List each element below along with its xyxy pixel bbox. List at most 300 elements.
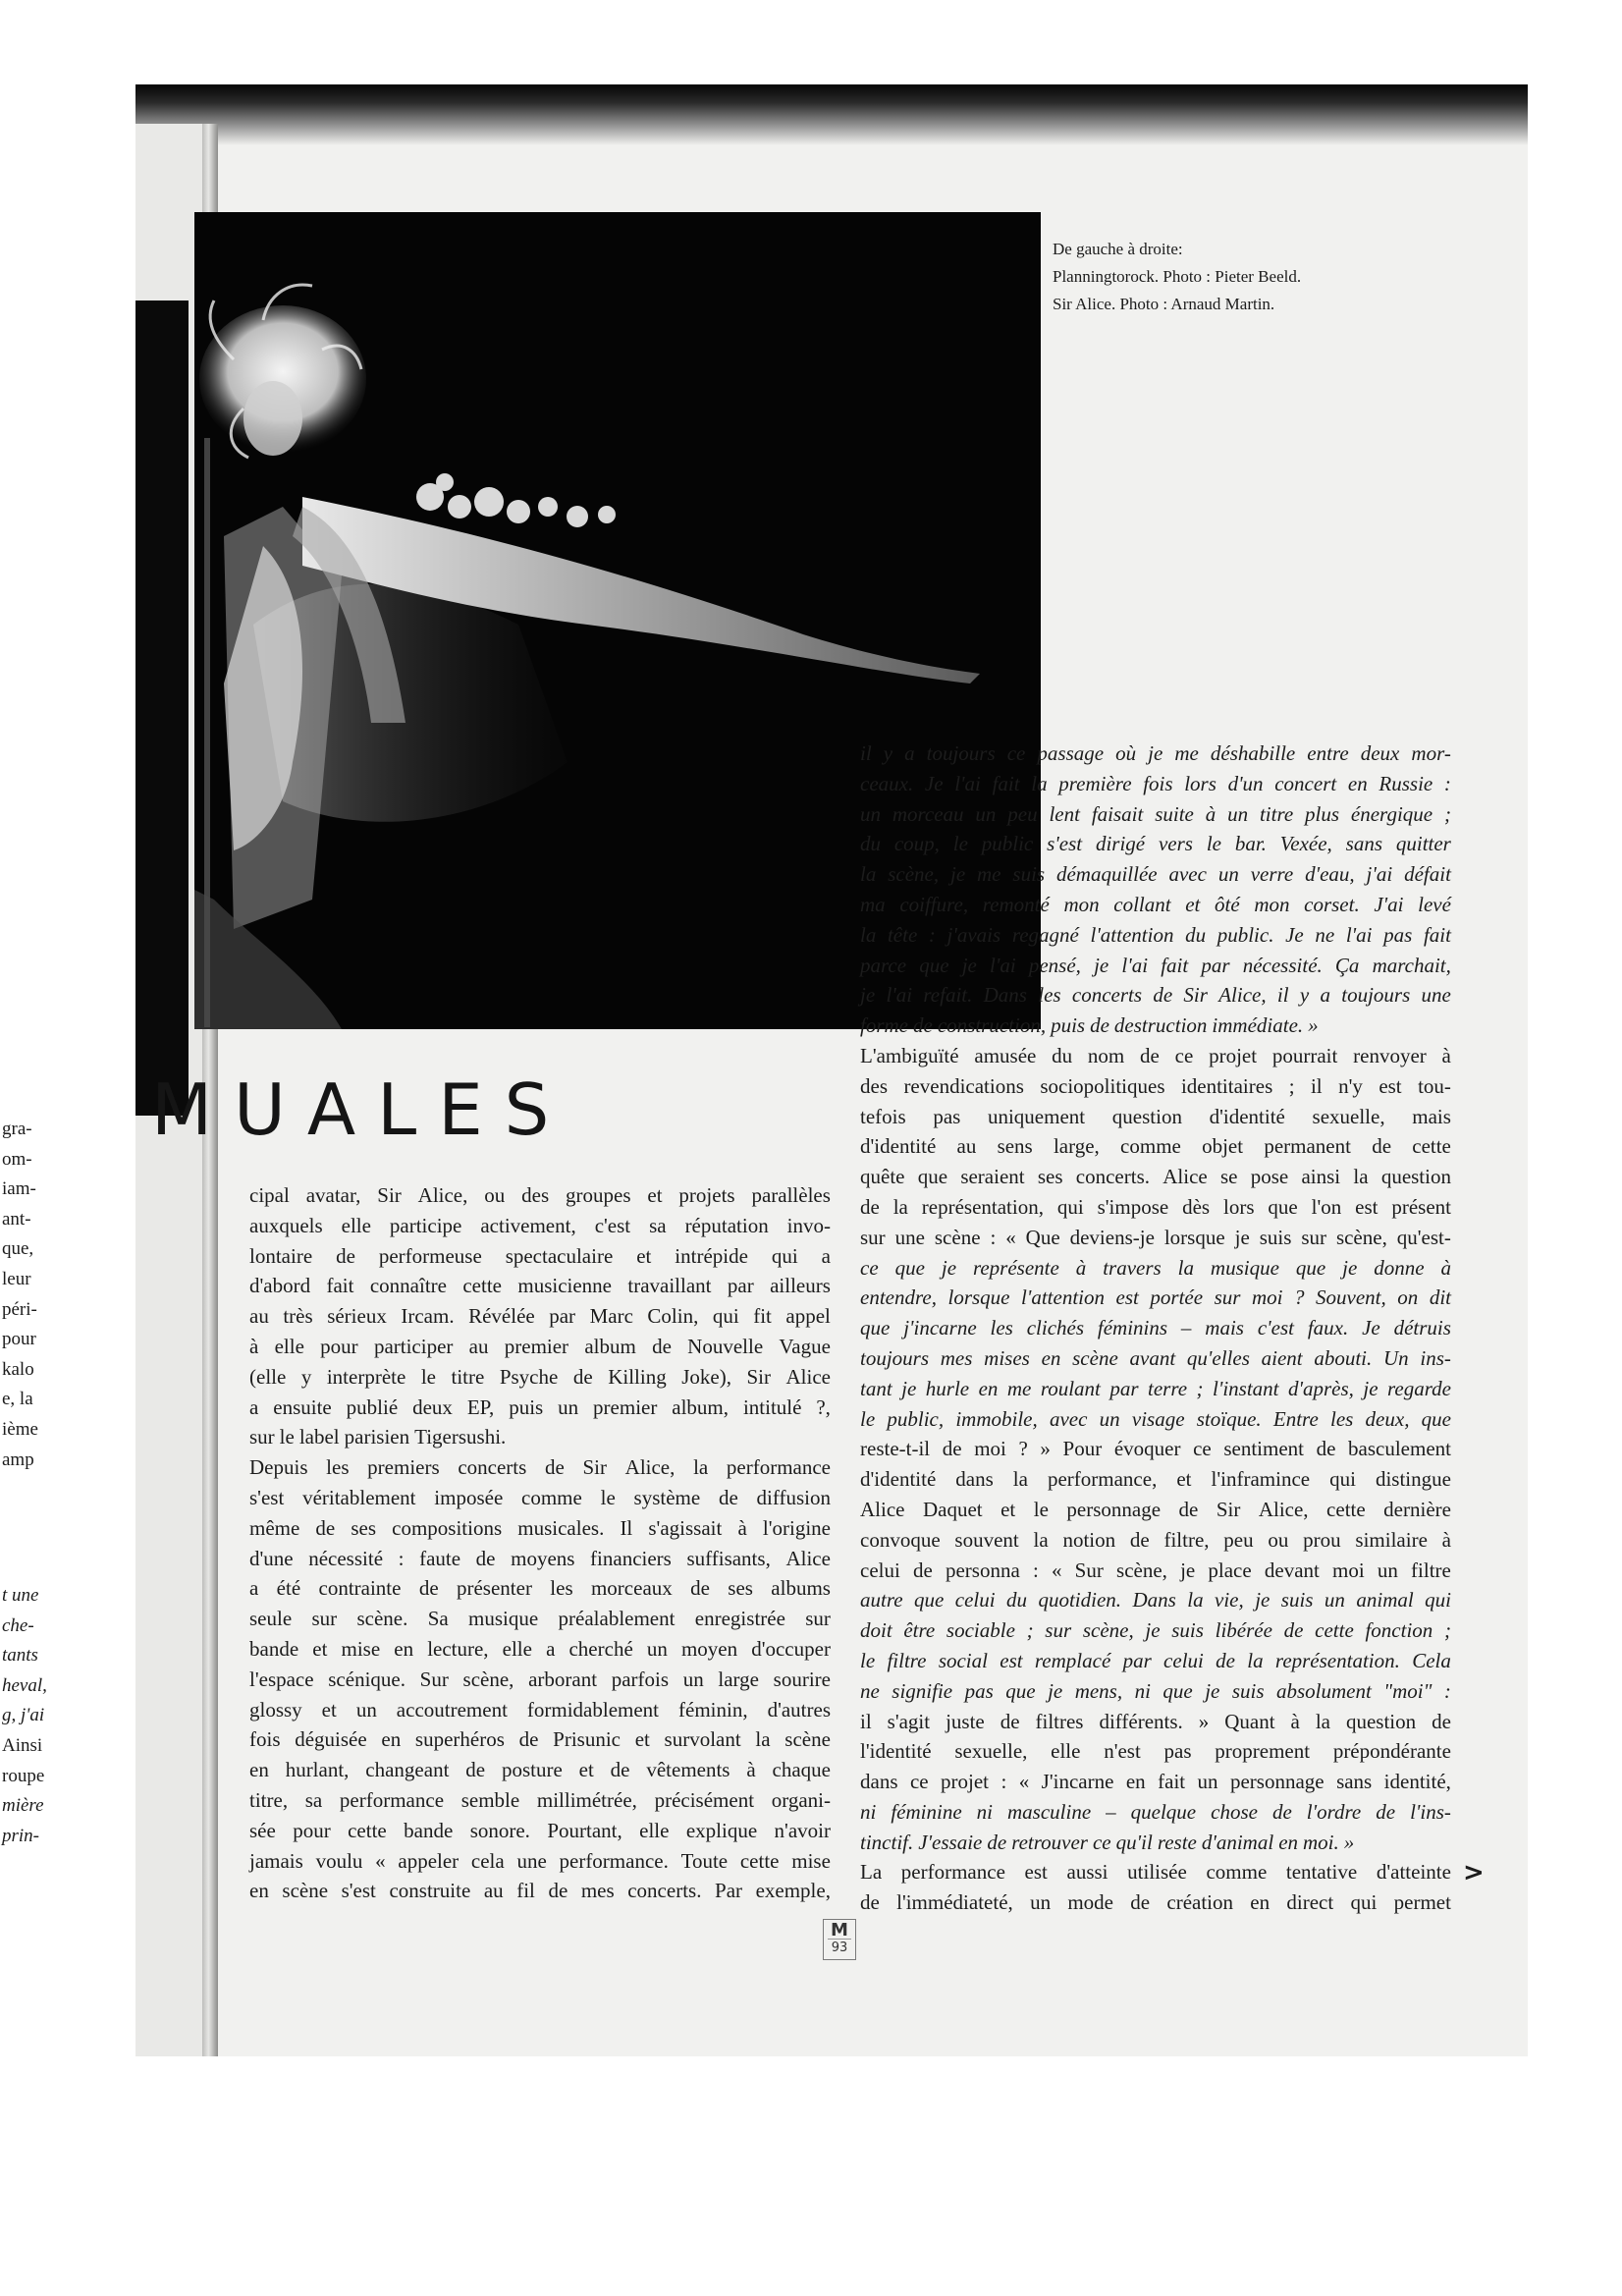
text-line bbox=[860, 1011, 1451, 1041]
word: été bbox=[276, 1576, 301, 1601]
word: premier bbox=[593, 1394, 658, 1419]
word: présent bbox=[1391, 1194, 1451, 1219]
word: j'incarne bbox=[903, 1316, 977, 1340]
word: "moi" bbox=[1383, 1678, 1433, 1703]
word: l'inframince bbox=[1211, 1467, 1311, 1492]
word: l'attention bbox=[1090, 922, 1174, 947]
word: tête bbox=[887, 922, 918, 947]
word: de bbox=[1271, 1799, 1292, 1824]
word: l'on bbox=[1311, 1194, 1342, 1219]
text-line bbox=[860, 1556, 1451, 1586]
word: qui bbox=[771, 1243, 798, 1268]
word: quitter bbox=[1395, 832, 1451, 856]
word: la bbox=[693, 1455, 709, 1480]
word: scène, bbox=[1082, 1618, 1134, 1643]
text-line bbox=[860, 1404, 1451, 1435]
word: revendications bbox=[903, 1073, 1024, 1098]
word: deux, bbox=[1365, 1406, 1410, 1431]
word: me bbox=[1174, 741, 1199, 765]
text-line bbox=[249, 1634, 831, 1665]
word: hurlant, bbox=[285, 1758, 350, 1782]
word: sexuelle, bbox=[954, 1739, 1028, 1764]
word: entre bbox=[1307, 741, 1349, 765]
word: regarde bbox=[1387, 1376, 1451, 1400]
word: la bbox=[1177, 1255, 1194, 1280]
word: qui bbox=[1056, 1194, 1084, 1219]
word: large, bbox=[1053, 1134, 1100, 1159]
word: nécessité. bbox=[1242, 953, 1323, 977]
word: millimétrée, bbox=[536, 1787, 637, 1812]
word: de bbox=[690, 1576, 710, 1601]
word: arborant bbox=[528, 1667, 598, 1691]
word: activement, bbox=[480, 1213, 576, 1237]
word: de bbox=[572, 1364, 593, 1389]
word: cipal bbox=[249, 1183, 290, 1207]
word: tefois bbox=[860, 1104, 906, 1128]
word: chaque bbox=[772, 1758, 831, 1782]
text-line bbox=[860, 1797, 1451, 1828]
word: les bbox=[1330, 1406, 1354, 1431]
text-line bbox=[249, 1846, 831, 1877]
word: Alice, bbox=[1258, 1497, 1309, 1521]
word: publié bbox=[346, 1394, 399, 1419]
word: premiers bbox=[367, 1455, 440, 1480]
word: fil bbox=[516, 1879, 535, 1903]
word: scène bbox=[784, 1727, 831, 1752]
word: est bbox=[1355, 1194, 1379, 1219]
magazine-mark: M bbox=[828, 1920, 851, 1940]
word: scène bbox=[1072, 1345, 1118, 1370]
word: « bbox=[1005, 1225, 1016, 1249]
word: de bbox=[336, 1243, 355, 1268]
word: albums bbox=[771, 1576, 831, 1601]
word: visage bbox=[1131, 1406, 1185, 1431]
word: précisément bbox=[654, 1787, 755, 1812]
word: : bbox=[990, 1225, 997, 1249]
fragment-line: pour bbox=[2, 1329, 36, 1350]
word: un bbox=[682, 1667, 704, 1691]
word: je bbox=[1234, 1225, 1250, 1249]
text-line bbox=[860, 799, 1451, 830]
text-line bbox=[860, 1887, 1451, 1918]
word: de bbox=[913, 1013, 933, 1038]
word: représente bbox=[972, 1255, 1059, 1280]
word: sur bbox=[860, 1225, 886, 1249]
word: enregistrée bbox=[694, 1607, 785, 1631]
word: j'avais bbox=[946, 922, 1001, 947]
word: quelque bbox=[1130, 1799, 1197, 1824]
word: me bbox=[1006, 1376, 1032, 1400]
word: Sur bbox=[1074, 1558, 1104, 1582]
word: ceaux. bbox=[860, 771, 914, 795]
page-number: 93 bbox=[831, 1941, 848, 1955]
word: en bbox=[394, 1636, 414, 1661]
word: peu bbox=[1007, 801, 1038, 826]
word: Quant bbox=[1224, 1709, 1275, 1733]
text-line bbox=[860, 829, 1451, 859]
word: un bbox=[975, 801, 997, 826]
word: : bbox=[398, 1546, 405, 1570]
word: qui bbox=[712, 1304, 739, 1329]
text-line bbox=[860, 1192, 1451, 1223]
word: public. bbox=[1216, 922, 1274, 947]
word: de bbox=[315, 1515, 336, 1540]
word: devant bbox=[1264, 1558, 1320, 1582]
word: ; bbox=[1443, 1618, 1451, 1643]
text-line bbox=[860, 1131, 1451, 1162]
word: au bbox=[956, 1134, 977, 1159]
word: et bbox=[636, 1243, 652, 1268]
word: moi bbox=[974, 1437, 1006, 1461]
text-line bbox=[860, 738, 1451, 769]
word: de bbox=[718, 1485, 738, 1509]
word: l'origine bbox=[762, 1515, 831, 1540]
word: titre bbox=[1259, 801, 1294, 826]
word: le bbox=[860, 1406, 876, 1431]
word: l'ordre bbox=[1306, 1799, 1362, 1824]
word: est bbox=[1024, 1860, 1048, 1885]
word: immobile, bbox=[955, 1406, 1038, 1431]
word: connaître bbox=[369, 1274, 447, 1298]
text-line bbox=[860, 951, 1451, 981]
word: l'identité bbox=[860, 1739, 932, 1764]
word: scène, bbox=[888, 862, 940, 887]
word: à bbox=[1205, 801, 1216, 826]
text-line bbox=[860, 1041, 1451, 1071]
text-line bbox=[249, 1785, 831, 1816]
word: Je bbox=[1362, 1316, 1380, 1340]
word: objet bbox=[1202, 1134, 1244, 1159]
word: toujours bbox=[926, 741, 996, 765]
word: a bbox=[1320, 983, 1330, 1008]
word: la bbox=[1031, 771, 1048, 795]
word: je bbox=[1342, 1255, 1358, 1280]
word: ma bbox=[860, 892, 886, 916]
word: distingue bbox=[1375, 1467, 1451, 1492]
word: suis bbox=[1231, 1678, 1265, 1703]
word: ; bbox=[1443, 801, 1451, 826]
word: ce bbox=[909, 1770, 929, 1794]
word: d'autres bbox=[767, 1697, 831, 1722]
word: Prisunic bbox=[553, 1727, 621, 1752]
word: mes bbox=[580, 1879, 615, 1903]
word: sa bbox=[304, 1787, 323, 1812]
word: Marc bbox=[589, 1304, 633, 1329]
word: refait. bbox=[923, 983, 973, 1008]
word: à bbox=[1441, 1527, 1451, 1552]
word: du bbox=[1052, 1043, 1073, 1067]
word: interprète bbox=[326, 1364, 406, 1389]
word: organi- bbox=[771, 1787, 831, 1812]
photo-caption bbox=[1053, 236, 1426, 318]
word: abouti. bbox=[1314, 1345, 1373, 1370]
word: qu'est- bbox=[1396, 1225, 1451, 1249]
word: tou- bbox=[1418, 1073, 1451, 1098]
word: et bbox=[321, 1697, 337, 1722]
word: de bbox=[1178, 1497, 1199, 1521]
section-heading: MUALES bbox=[151, 1068, 571, 1151]
text-line bbox=[860, 1253, 1451, 1284]
word: de bbox=[860, 1194, 880, 1219]
word: donne bbox=[1374, 1255, 1425, 1280]
word: intrépide bbox=[675, 1243, 748, 1268]
word: J'incarne bbox=[1041, 1770, 1114, 1794]
word: clichés bbox=[1026, 1316, 1085, 1340]
word: album bbox=[584, 1334, 636, 1358]
word: scène, bbox=[462, 1667, 514, 1691]
article-column-middle bbox=[249, 1180, 831, 1906]
word: en bbox=[1250, 1890, 1271, 1915]
word: c'est bbox=[1257, 1316, 1294, 1340]
word: lecture, bbox=[427, 1636, 489, 1661]
word: mais bbox=[1412, 1104, 1451, 1128]
word: qui bbox=[1425, 1588, 1451, 1613]
word: je bbox=[941, 1255, 957, 1280]
word: direct bbox=[1286, 1890, 1334, 1915]
word: que bbox=[1268, 1194, 1298, 1219]
word: Par bbox=[715, 1879, 743, 1903]
word: d'un bbox=[1227, 771, 1264, 795]
word: l'attention bbox=[1021, 1285, 1105, 1310]
text-line bbox=[249, 1241, 831, 1272]
word: des bbox=[521, 1183, 550, 1207]
word: suffisants, bbox=[686, 1546, 771, 1570]
word: je bbox=[1048, 1678, 1063, 1703]
word: j'ai bbox=[1366, 862, 1393, 887]
word: performance bbox=[900, 1860, 1005, 1885]
word: évoquer bbox=[1113, 1437, 1181, 1461]
word: les bbox=[326, 1455, 350, 1480]
word: la bbox=[755, 1727, 771, 1752]
fragment-line: kalo bbox=[2, 1358, 34, 1380]
text-line bbox=[249, 1422, 831, 1452]
text-line bbox=[249, 1452, 831, 1483]
text-line bbox=[860, 859, 1451, 890]
text-line bbox=[249, 1724, 831, 1755]
word: s'agit bbox=[887, 1709, 931, 1733]
word: Alice, bbox=[624, 1455, 676, 1480]
fragment-line: leur bbox=[2, 1268, 31, 1289]
word: bar. bbox=[1234, 832, 1267, 856]
word: la bbox=[860, 862, 877, 887]
word: au bbox=[483, 1879, 504, 1903]
word: mais bbox=[1205, 1316, 1244, 1340]
word: la bbox=[1353, 1165, 1369, 1189]
word: avec bbox=[1049, 1406, 1088, 1431]
word: similaire bbox=[1355, 1527, 1428, 1552]
word: ni bbox=[976, 1799, 993, 1824]
word: Ircam. bbox=[401, 1304, 455, 1329]
fragment-line: que, bbox=[2, 1238, 34, 1260]
caption-line: De gauche à droite: bbox=[1053, 240, 1183, 258]
word: l'ai bbox=[990, 953, 1016, 977]
word: tant bbox=[860, 1376, 892, 1400]
word: à bbox=[737, 1515, 747, 1540]
text-line bbox=[860, 1223, 1451, 1253]
text-line bbox=[249, 1695, 831, 1725]
word: préalablement bbox=[558, 1607, 676, 1631]
word: Russie bbox=[1379, 771, 1433, 795]
word: la bbox=[860, 922, 877, 947]
word: que bbox=[919, 953, 949, 977]
word: a bbox=[249, 1394, 259, 1419]
word: renvoyer bbox=[1353, 1043, 1427, 1067]
word: à bbox=[1441, 1043, 1451, 1067]
word: levé bbox=[1418, 892, 1451, 916]
word: concerts bbox=[458, 1455, 527, 1480]
word: morceau bbox=[892, 801, 964, 826]
word: ni bbox=[860, 1799, 877, 1824]
text-line bbox=[860, 1615, 1451, 1646]
word: le bbox=[860, 1648, 876, 1672]
word: terre bbox=[1148, 1376, 1188, 1400]
word: ; bbox=[1196, 1376, 1204, 1400]
text-line bbox=[860, 1646, 1451, 1676]
text-line bbox=[860, 769, 1451, 799]
word: un bbox=[1197, 1770, 1218, 1794]
word: Cela bbox=[1412, 1648, 1451, 1672]
word: Ça bbox=[1334, 953, 1360, 977]
word: public, bbox=[887, 1406, 945, 1431]
word: à bbox=[1440, 1255, 1451, 1280]
word: sociopolitiques bbox=[1040, 1073, 1165, 1098]
word: par bbox=[1201, 953, 1230, 977]
word: suis bbox=[1259, 1225, 1292, 1249]
word: très bbox=[283, 1304, 313, 1329]
page-folio bbox=[823, 1919, 856, 1960]
word: d'une bbox=[249, 1546, 294, 1570]
text-line bbox=[860, 980, 1451, 1011]
word: parallèles bbox=[751, 1183, 831, 1207]
word: que bbox=[1162, 1678, 1193, 1703]
word: parisien bbox=[344, 1425, 410, 1449]
word: seraient bbox=[960, 1165, 1025, 1189]
word: Révélée bbox=[468, 1304, 535, 1329]
word: de bbox=[544, 1455, 565, 1480]
word: un bbox=[860, 801, 881, 826]
word: moyen bbox=[680, 1636, 738, 1661]
word: un bbox=[355, 1697, 377, 1722]
word: elle bbox=[341, 1213, 371, 1237]
word: a bbox=[546, 1636, 556, 1661]
word: vers bbox=[1158, 832, 1193, 856]
word: féminine bbox=[891, 1799, 962, 1824]
word: puis bbox=[509, 1394, 544, 1419]
word: ses bbox=[351, 1515, 377, 1540]
word: de bbox=[1153, 983, 1173, 1008]
word: Colin, bbox=[647, 1304, 699, 1329]
word: de bbox=[1090, 1013, 1109, 1038]
word: pas bbox=[1383, 922, 1413, 947]
word: invo- bbox=[786, 1213, 831, 1237]
word: du bbox=[1185, 922, 1207, 947]
word: qu'il bbox=[1115, 1830, 1153, 1854]
word: je bbox=[1180, 1558, 1196, 1582]
word: forme bbox=[860, 1013, 908, 1038]
word: notion bbox=[1062, 1527, 1116, 1552]
word: masculine bbox=[1007, 1799, 1092, 1824]
word: financiers bbox=[590, 1546, 672, 1570]
word: diffusion bbox=[756, 1485, 831, 1509]
word: destruction bbox=[1113, 1013, 1208, 1038]
word: la bbox=[1315, 1709, 1330, 1733]
word: je bbox=[1255, 1588, 1271, 1613]
word: en bbox=[1347, 771, 1368, 795]
word: dernière bbox=[1383, 1497, 1451, 1521]
word: hurle bbox=[925, 1376, 970, 1400]
text-line bbox=[249, 1513, 831, 1544]
word: féminin, bbox=[678, 1697, 748, 1722]
word: performeuse bbox=[378, 1243, 482, 1268]
word: une bbox=[894, 1225, 925, 1249]
word: se bbox=[1219, 1165, 1238, 1189]
word: Sa bbox=[427, 1607, 449, 1631]
word: projet bbox=[941, 1770, 990, 1794]
word: concerts. bbox=[1075, 1165, 1150, 1189]
word: de bbox=[1129, 1527, 1150, 1552]
word: » bbox=[1040, 1437, 1051, 1461]
word: ce bbox=[1193, 1437, 1212, 1461]
text-line bbox=[249, 1211, 831, 1241]
word: Sir bbox=[1216, 1497, 1241, 1521]
fragment-line: ant- bbox=[2, 1208, 31, 1230]
word: Un bbox=[1383, 1345, 1409, 1370]
word: l'ai bbox=[1121, 953, 1149, 977]
text-line bbox=[249, 1544, 831, 1574]
word: Alice, bbox=[1218, 983, 1267, 1008]
word: : bbox=[1443, 1678, 1451, 1703]
word: libérée bbox=[1215, 1618, 1272, 1643]
word: moi. bbox=[1303, 1830, 1339, 1854]
word: chose bbox=[1211, 1799, 1258, 1824]
word: sa bbox=[649, 1213, 667, 1237]
word: permet bbox=[1393, 1890, 1451, 1915]
word: identitaires bbox=[1180, 1073, 1273, 1098]
word: lent bbox=[1049, 801, 1080, 826]
word: seule bbox=[249, 1607, 293, 1631]
word: vêtements bbox=[646, 1758, 730, 1782]
word: mon bbox=[1063, 892, 1100, 916]
word: qui bbox=[1350, 1890, 1378, 1915]
text-line bbox=[860, 1767, 1451, 1797]
word: portée bbox=[1150, 1285, 1204, 1310]
word: dans bbox=[860, 1770, 898, 1794]
word: de bbox=[1216, 1648, 1235, 1672]
word: de bbox=[610, 1758, 630, 1782]
word: ? bbox=[1294, 1285, 1305, 1310]
word: Sur bbox=[419, 1667, 449, 1691]
word: n'est bbox=[1104, 1739, 1141, 1764]
word: de bbox=[1372, 1134, 1392, 1159]
word: musicales. bbox=[517, 1515, 605, 1540]
word: performance, bbox=[1047, 1467, 1158, 1492]
word: immédiate. bbox=[1212, 1013, 1304, 1038]
word: au bbox=[468, 1334, 489, 1358]
word: être bbox=[903, 1618, 936, 1643]
word: l'instant bbox=[1213, 1376, 1279, 1400]
fragment-line: amp bbox=[2, 1449, 34, 1470]
word: de bbox=[475, 1546, 496, 1570]
caption-line: Planningtorock. Photo : Pieter Beeld. bbox=[1053, 267, 1302, 286]
word: s'agissait bbox=[648, 1515, 723, 1540]
text-line bbox=[860, 1313, 1451, 1343]
word: Sir bbox=[582, 1455, 607, 1480]
word: sexuelle, bbox=[1312, 1104, 1385, 1128]
word: sur bbox=[1214, 1285, 1241, 1310]
word: le bbox=[1033, 1497, 1049, 1521]
fragment-line: che- bbox=[2, 1614, 34, 1636]
left-page-photo-strip bbox=[135, 301, 189, 1116]
